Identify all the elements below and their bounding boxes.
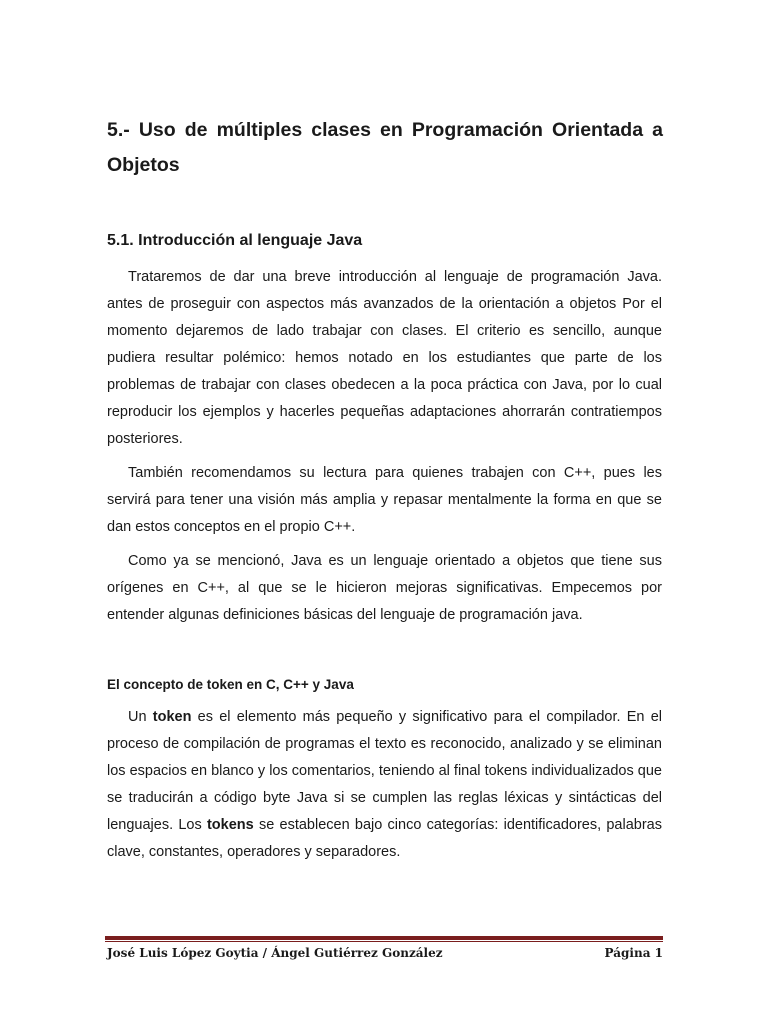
paragraph-token-definition <box>107 704 662 866</box>
footer-authors: José Luis López Goytia / Ángel Gutiérrez González <box>107 946 443 960</box>
keyword-token: token <box>152 709 192 725</box>
token-text-part-3: se establecen bajo cinco categorías: identificadores, palabras clave, constantes, operadores y separadores. <box>107 817 662 860</box>
keyword-tokens: tokens <box>206 817 254 833</box>
token-text-part-2: es el elemento más pequeño y significativo para el compilador. En el proceso de compilación de programas el texto es reconocido, analizado y se eliminan los espacios en blanco y los comentarios, teniendo al final tokens individualizados que se traducirán a código byte Java si se cumplen las reglas léxicas y sintácticas del lenguajes. Los <box>107 709 662 833</box>
footer-rule-thick <box>105 936 663 940</box>
paragraph-cpp-readers: También recomendamos su lectura para quienes trabajen con C++, pues les servirá para tener una visión más amplia y repasar mentalmente la forma en que se dan estos conceptos en el propio C++. <box>107 465 662 535</box>
token-text-part-1: Un <box>128 709 153 725</box>
footer-page-number: Página 1 <box>604 946 663 960</box>
paragraph-java-origins: Como ya se mencionó, Java es un lenguaje orientado a objetos que tiene sus orígenes en C++, al que se le hicieron mejoras significativas. Empecemos por entender algunas definiciones básicas del lenguaje de programación java. <box>107 553 662 623</box>
paragraph-intro: Trataremos de dar una breve introducción al lenguaje de programación Java. antes de proseguir con aspectos más avanzados de la orientación a objetos Por el momento dejaremos de lado trabajar con clases. El criterio es sencillo, aunque pudiera resultar polémico: hemos notado en los estudiantes que parte de los problemas de trabajar con clases obedecen a la poca práctica con Java, por lo cual reproducir los ejemplos y hacerles pequeñas adaptaciones ahorrarán contratiempos posteriores. <box>107 269 662 447</box>
subheading-token-concept: El concepto de token en C, C++ y Java <box>107 677 354 692</box>
section-title: 5.1. Introducción al lenguaje Java <box>107 232 363 249</box>
footer-rule-thin <box>105 941 663 942</box>
chapter-title: 5.- Uso de múltiples clases en Programación Orientada a Objetos <box>107 119 663 176</box>
